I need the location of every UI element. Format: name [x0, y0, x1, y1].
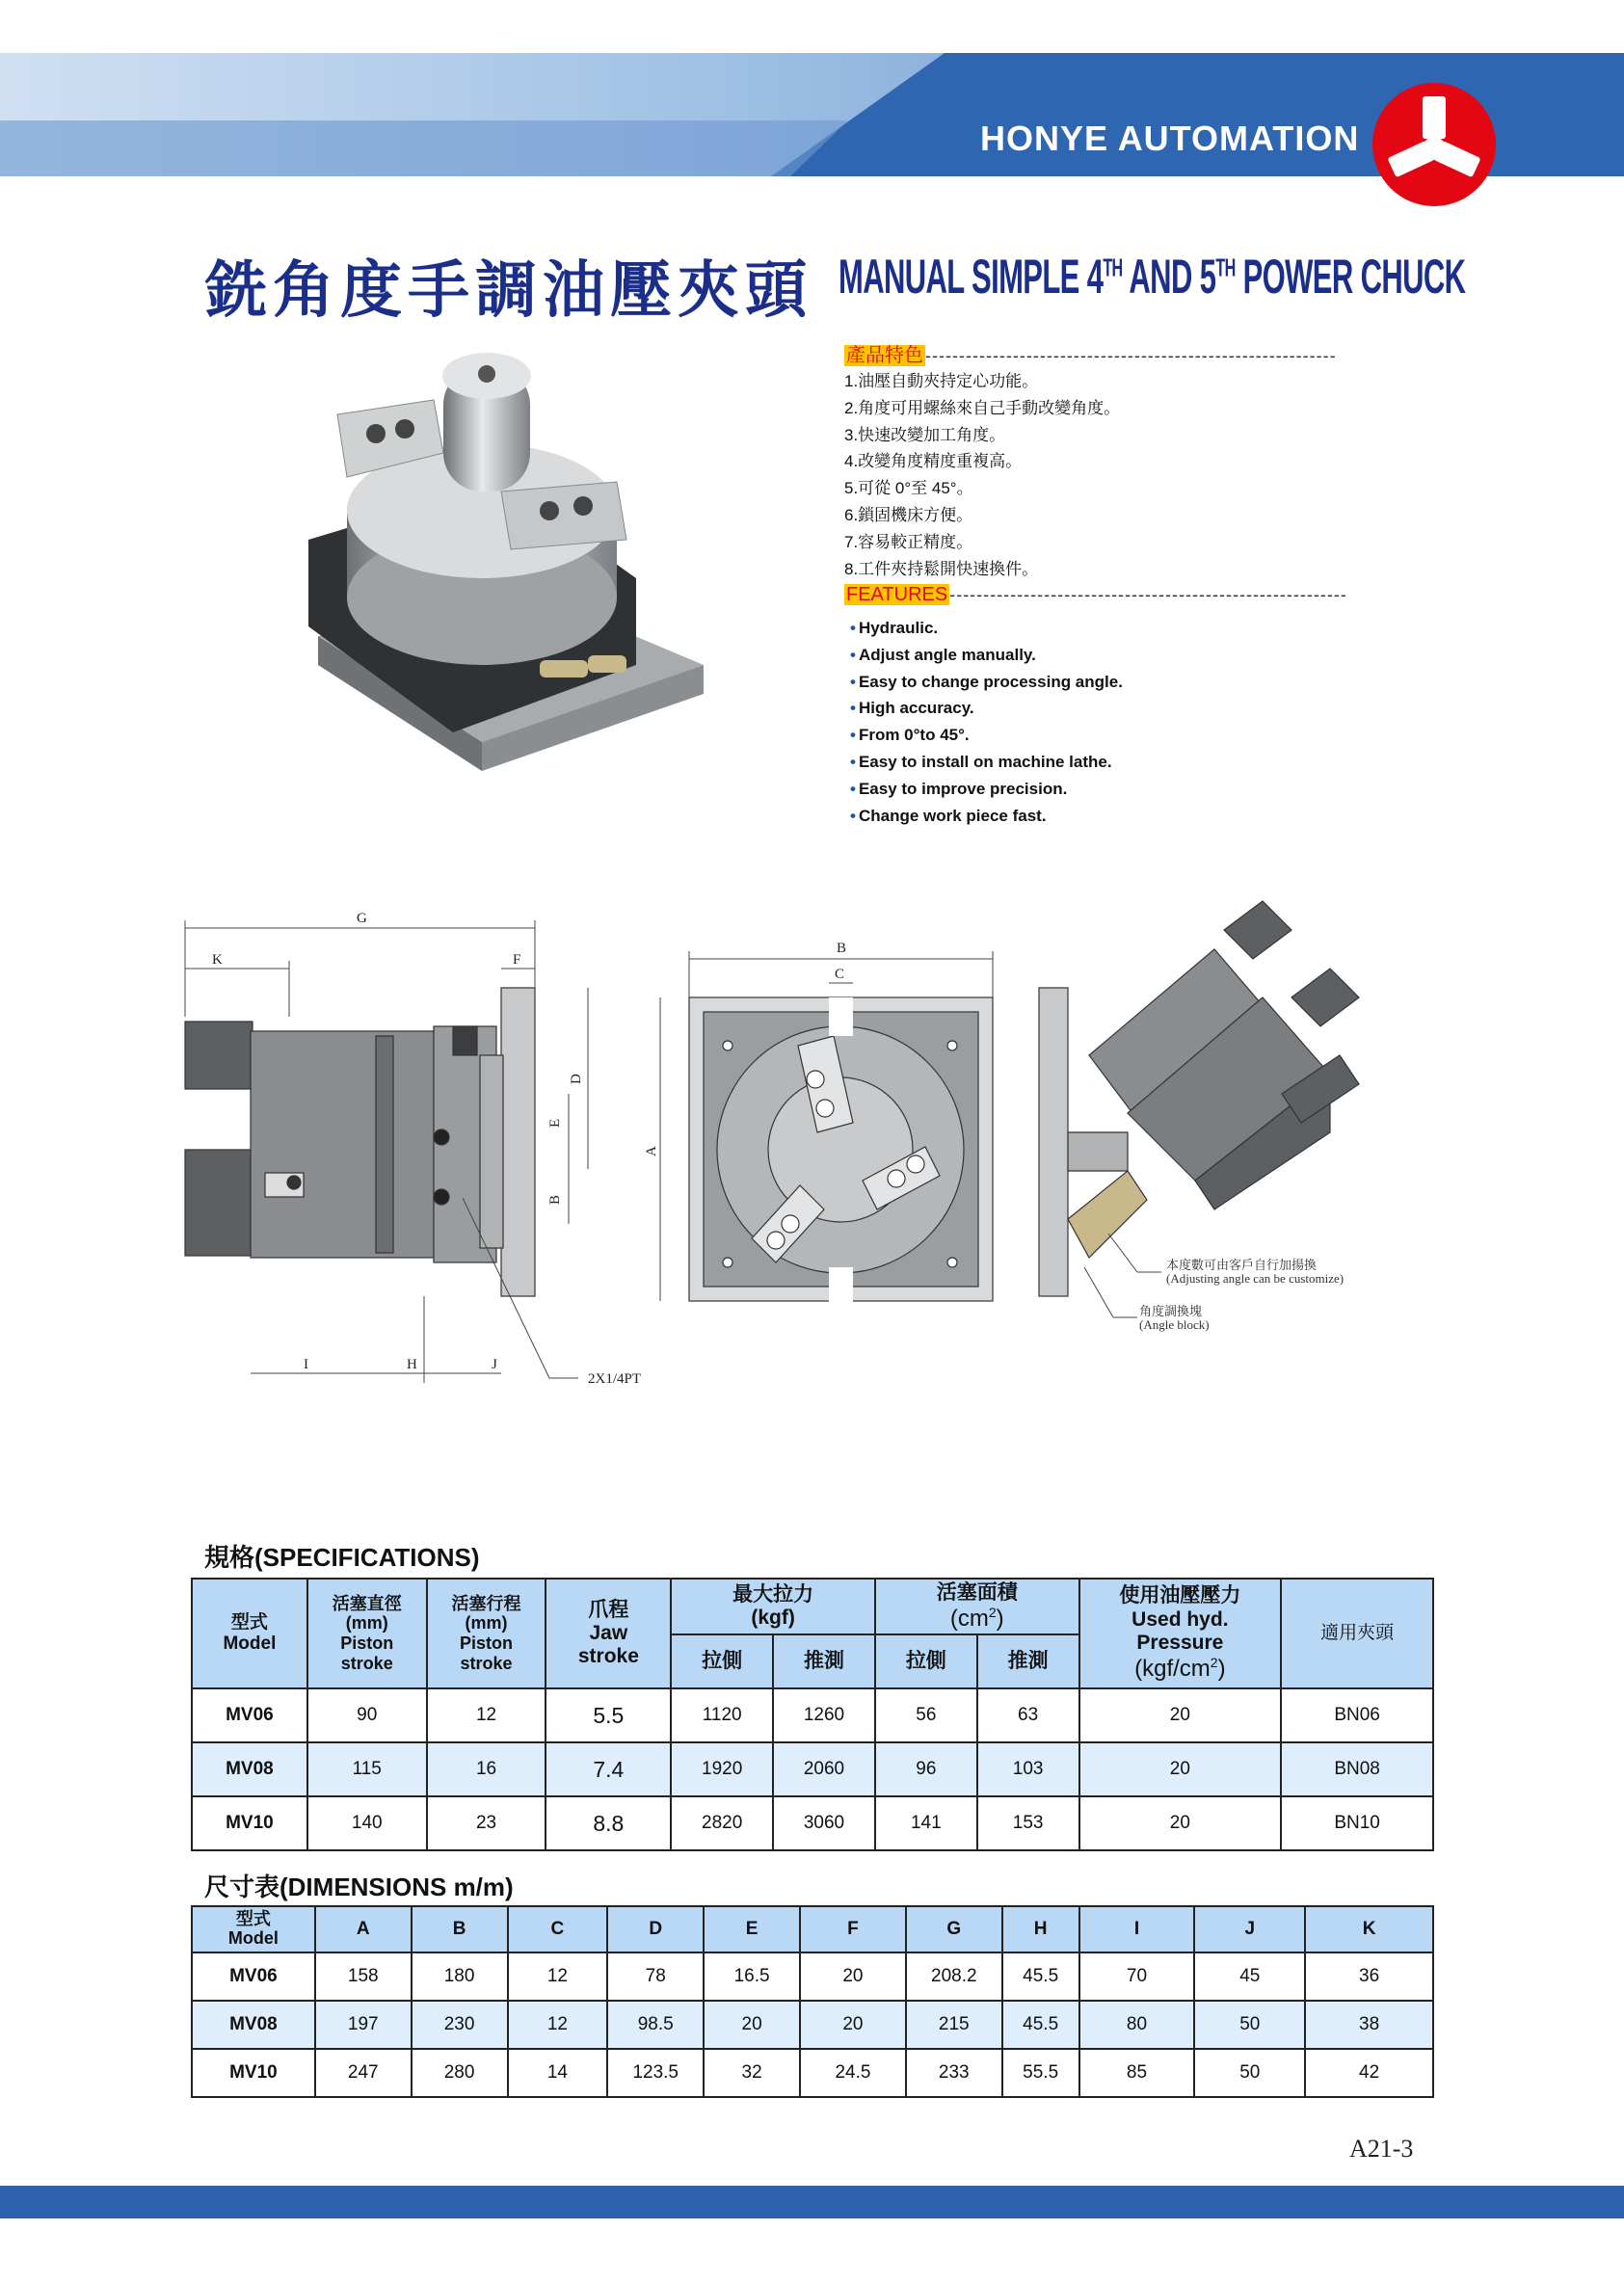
feature-cn-item: 6.鎖固機床方便。 [844, 505, 973, 524]
brand-name: HONYE AUTOMATION [980, 119, 1360, 158]
title-english: MANUAL SIMPLE 4TH AND 5TH POWER CHUCK [839, 250, 1466, 304]
spec-header-chuck: 適用夾頭 [1281, 1579, 1433, 1688]
dim-k-label: K [212, 952, 223, 968]
footer-band [0, 2186, 1624, 2218]
dim-row: MV10 247 280 14 123.5 32 24.5 233 55.5 85 50 42 [192, 2049, 1433, 2097]
note-block-en: (Angle block) [1139, 1317, 1210, 1332]
feature-cn-item: 5.可從 0°至 45°。 [844, 479, 973, 498]
feature-en-item: • Easy to change processing angle. [850, 672, 1123, 691]
dims-table [191, 1905, 1434, 2098]
features-cn-heading: 產品特色 [846, 345, 923, 366]
dim-header: E [704, 1906, 800, 1952]
dim-row: MV08 197 230 12 98.5 20 20 215 45.5 80 50 38 [192, 2001, 1433, 2049]
front-view [689, 997, 993, 1302]
dim-header: A [315, 1906, 412, 1952]
spec-row: MV06 90 12 5.5 1120 1260 56 63 20 BN06 [192, 1688, 1433, 1742]
dim-header: H [1002, 1906, 1079, 1952]
dim-header: C [508, 1906, 608, 1952]
spec-header-pressure: 使用油壓壓力 Used hyd. Pressure $(kgf/cm^2)$ [1079, 1579, 1282, 1688]
dim-header: B [412, 1906, 508, 1952]
spec-header-area: 活塞面積 $(cm^2)$ [875, 1579, 1079, 1634]
dim-h-label: H [407, 1357, 417, 1372]
dim-a-label: A [644, 1146, 659, 1156]
spec-header-area-push: 推測 [977, 1634, 1079, 1688]
dim-header-model: 型式 Model [192, 1906, 315, 1952]
technical-drawings [173, 891, 1455, 1402]
dim-header: F [800, 1906, 906, 1952]
spec-header-area-pull: 拉側 [875, 1634, 977, 1688]
dim-b-side-label: B [547, 1194, 563, 1205]
title-chinese: 銑角度手調油壓夾頭 [205, 255, 812, 327]
dim-c-label: C [835, 967, 845, 982]
feature-en-item: • Easy to install on machine lathe. [850, 752, 1112, 771]
features-en-header: FEATURES ----------------------------------------------------------- [846, 584, 1347, 605]
feature-en-item: • High accuracy. [850, 699, 974, 718]
feature-cn-item: 1.油壓自動夾持定心功能。 [844, 372, 1039, 390]
features-cn-header: 產品特色 ------------------------------------------------------------- [846, 345, 1337, 366]
page-number: A21-3 [1349, 2135, 1414, 2163]
dims-title: 尺寸表(DIMENSIONS m/m) [204, 1872, 514, 1901]
features-en-heading: FEATURES [846, 584, 948, 605]
feature-en-item: • Adjust angle manually. [850, 645, 1036, 664]
feature-en-item: • Easy to improve precision. [850, 779, 1068, 798]
dim-row: MV06 158 180 12 78 16.5 20 208.2 45.5 70 45 36 [192, 1952, 1433, 2001]
spec-header-jaw: 爪程 Jaw stroke [546, 1579, 671, 1688]
spec-row: MV08 115 16 7.4 1920 2060 96 103 20 BN08 [192, 1742, 1433, 1796]
spec-header-model: 型式 Model [192, 1579, 307, 1688]
dim-d-label: D [569, 1074, 584, 1084]
note-adjust-en: (Adjusting angle can be customize) [1166, 1271, 1344, 1286]
features-cn-list [844, 368, 1120, 582]
spec-row: MV10 140 23 8.8 2820 3060 141 153 20 BN10 [192, 1796, 1433, 1850]
spec-header-piston-dia: 活塞直徑 (mm) Piston stroke [307, 1579, 427, 1688]
dim-b-label: B [837, 941, 847, 956]
honye-logo-icon [1369, 79, 1500, 210]
note-block-cn: 角度調換塊 [1139, 1304, 1203, 1318]
feature-cn-item: 7.容易較正精度。 [844, 532, 973, 551]
specs-table [191, 1578, 1434, 1851]
feature-en-item: • Hydraulic. [850, 619, 939, 637]
feature-cn-item: 2.角度可用螺絲來自己手動改變角度。 [844, 398, 1121, 417]
spec-header-force-push: 推測 [773, 1634, 875, 1688]
dim-header: J [1194, 1906, 1305, 1952]
feature-en-item: • Change work piece fast. [850, 806, 1047, 825]
spec-header-force-pull: 拉側 [671, 1634, 773, 1688]
dim-header: G [906, 1906, 1002, 1952]
tilted-view [1039, 901, 1359, 1296]
specs-title: 規格(SPECIFICATIONS) [204, 1543, 480, 1572]
spec-header-force: 最大拉力 (kgf) [671, 1579, 875, 1634]
spec-header-piston-stroke: 活塞行程 (mm) Piston stroke [427, 1579, 546, 1688]
dim-header: D [607, 1906, 704, 1952]
product-photo [308, 347, 713, 771]
dim-j-label: J [492, 1357, 497, 1372]
port-label: 2X1/4PT [588, 1371, 642, 1387]
dim-i-label: I [304, 1357, 308, 1372]
feature-cn-item: 8.工件夾持鬆開快速換件。 [844, 559, 1039, 578]
dim-header: I [1079, 1906, 1195, 1952]
feature-cn-item: 3.快速改變加工角度。 [844, 425, 1006, 444]
feature-en-item: • From 0°to 45°. [850, 726, 970, 745]
features-en-list [850, 615, 1123, 829]
dim-header: K [1305, 1906, 1433, 1952]
feature-cn-item: 4.改變角度精度重複高。 [844, 452, 1023, 471]
note-adjust-cn: 本度數可由客戶自行加揚換 [1166, 1258, 1318, 1272]
side-view [185, 988, 535, 1296]
dim-f-label: F [513, 952, 521, 968]
dim-g-label: G [357, 911, 367, 926]
dim-e-label: E [547, 1118, 563, 1128]
